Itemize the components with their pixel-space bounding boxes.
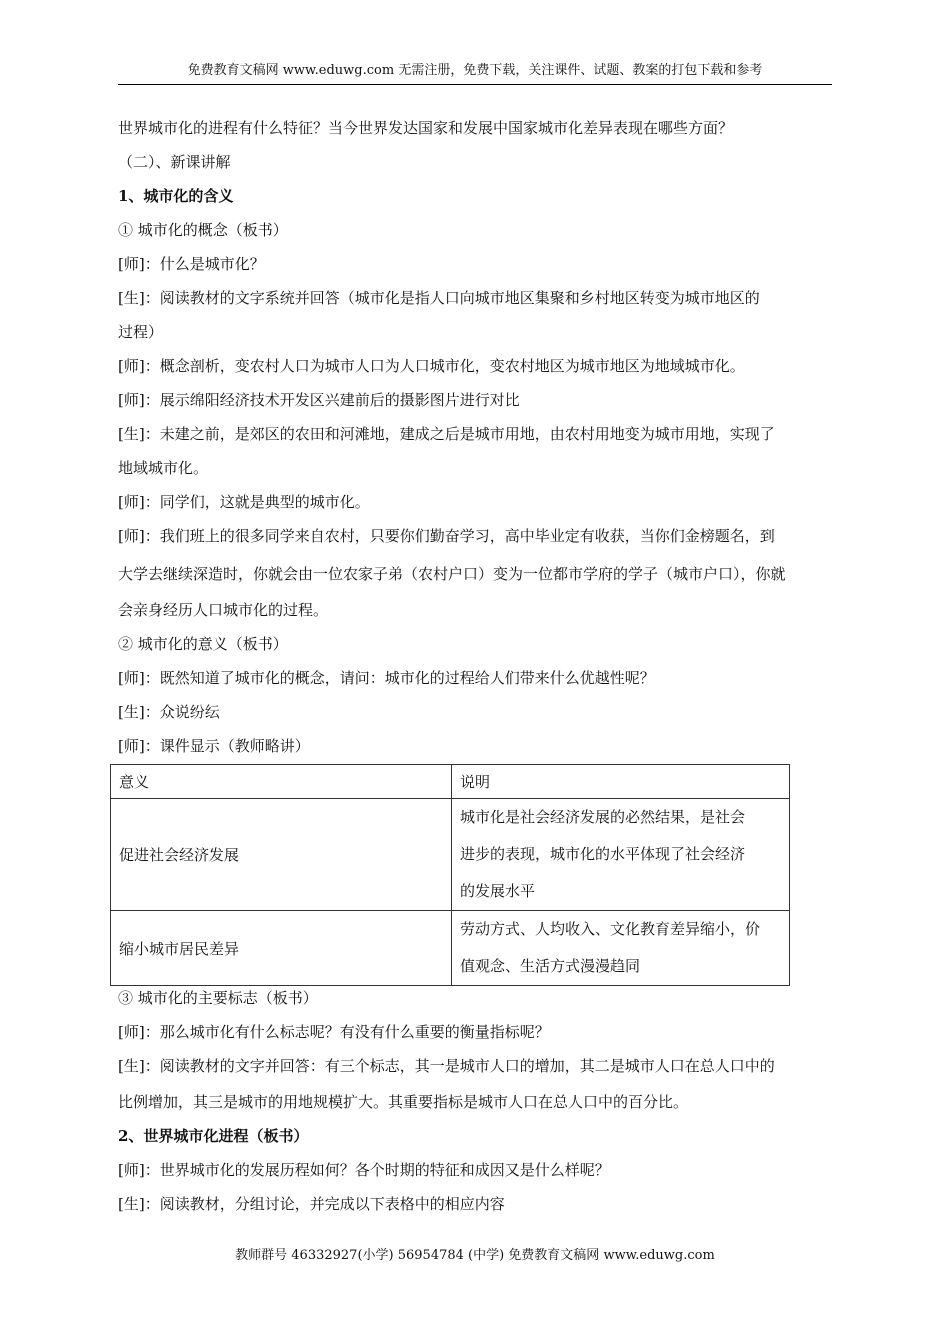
- table-row: [111, 911, 790, 986]
- paragraph-line: [生]：阅读教材的文字并回答：有三个标志，其一是城市人口的增加，其二是城市人口在总人口中的: [118, 1057, 775, 1075]
- question-text: 世界城市化的进程有什么特征？当今世界发达国家和发展中国家城市化差异表现在哪些方面？: [118, 119, 734, 137]
- explanation-line: 城市化是社会经济发展的必然结果，是社会: [460, 808, 746, 826]
- explanation-line: 进步的表现，城市化的水平体现了社会经济: [460, 845, 746, 863]
- page-footer: 教师群号 46332927(小学) 56954784 (中学) 免费教育文稿网 www.eduwg.com: [235, 1248, 715, 1263]
- paragraph-line: 大学去继续深造时，你就会由一位农家子弟（农村户口）变为一位都市学府的学子（城市户口），你就: [118, 565, 786, 583]
- table-cell-meaning: 促进社会经济发展: [111, 799, 452, 911]
- paragraph-line: [师]：课件显示（教师略讲）: [118, 737, 310, 755]
- page-header: 免费教育文稿网 www.eduwg.com 无需注册，免费下载，关注课件、试题、教案的打包下载和参考: [187, 63, 763, 78]
- table-cell-meaning: 缩小城市居民差异: [111, 911, 452, 986]
- table-header-cell: 说明: [452, 765, 790, 799]
- paragraph-line: [师]：什么是城市化？: [118, 255, 265, 273]
- paragraph-line: [生]：未建之前，是郊区的农田和河滩地，建成之后是城市用地，由农村用地变为城市用地，实现了: [118, 425, 775, 443]
- explanation-line: 的发展水平: [460, 882, 536, 900]
- paragraph-line: [师]：展示绵阳经济技术开发区兴建前后的摄影图片进行对比: [118, 391, 520, 409]
- heading-world-urbanization: 2、世界城市化进程（板书）: [118, 1127, 309, 1145]
- table-cell-explanation: [452, 799, 790, 911]
- paragraph-line: 过程）: [118, 323, 164, 341]
- section-new-lesson: （二）、新课讲解: [118, 153, 231, 171]
- paragraph-line: [师]：既然知道了城市化的概念，请问：城市化的过程给人们带来什么优越性呢？: [118, 669, 655, 687]
- paragraph-line: [师]：同学们，这就是典型的城市化。: [118, 493, 370, 511]
- header-divider: [118, 84, 832, 85]
- paragraph-line: [师]：那么城市化有什么标志呢？有没有什么重要的衡量指标呢？: [118, 1023, 550, 1041]
- significance-table: [110, 764, 790, 986]
- subheading-indicators: ③ 城市化的主要标志（板书）: [118, 989, 318, 1007]
- table-header-cell: 意义: [111, 765, 452, 799]
- explanation-line: 值观念、生活方式漫漫趋同: [460, 957, 641, 975]
- paragraph-line: [师]：世界城市化的发展历程如何？各个时期的特征和成因又是什么样呢？: [118, 1161, 610, 1179]
- table-header-row: [111, 765, 790, 799]
- heading-urbanization-meaning: 1、城市化的含义: [118, 187, 234, 205]
- subheading-significance: ② 城市化的意义（板书）: [118, 635, 288, 653]
- explanation-line: 劳动方式、人均收入、文化教育差异缩小，价: [460, 920, 761, 938]
- paragraph-line: 会亲身经历人口城市化的过程。: [118, 601, 329, 619]
- paragraph-line: [生]：阅读教材，分组讨论，并完成以下表格中的相应内容: [118, 1195, 505, 1213]
- paragraph-line: [生]：众说纷纭: [118, 703, 220, 721]
- paragraph-line: 比例增加，其三是城市的用地规模扩大。其重要指标是城市人口在总人口中的百分比。: [118, 1093, 689, 1111]
- paragraph-line: 地域城市化。: [118, 459, 209, 477]
- table-row: [111, 799, 790, 911]
- paragraph-line: [师]：我们班上的很多同学来自农村，只要你们勤奋学习，高中毕业定有收获，当你们金榜题名，到: [118, 527, 775, 545]
- paragraph-line: [师]：概念剖析，变农村人口为城市人口为人口城市化，变农村地区为城市地区为地域城市化。: [118, 357, 745, 375]
- subheading-concept: ① 城市化的概念（板书）: [118, 221, 288, 239]
- table-cell-explanation: [452, 911, 790, 986]
- paragraph-line: [生]：阅读教材的文字系统并回答（城市化是指人口向城市地区集聚和乡村地区转变为城市地区的: [118, 289, 760, 307]
